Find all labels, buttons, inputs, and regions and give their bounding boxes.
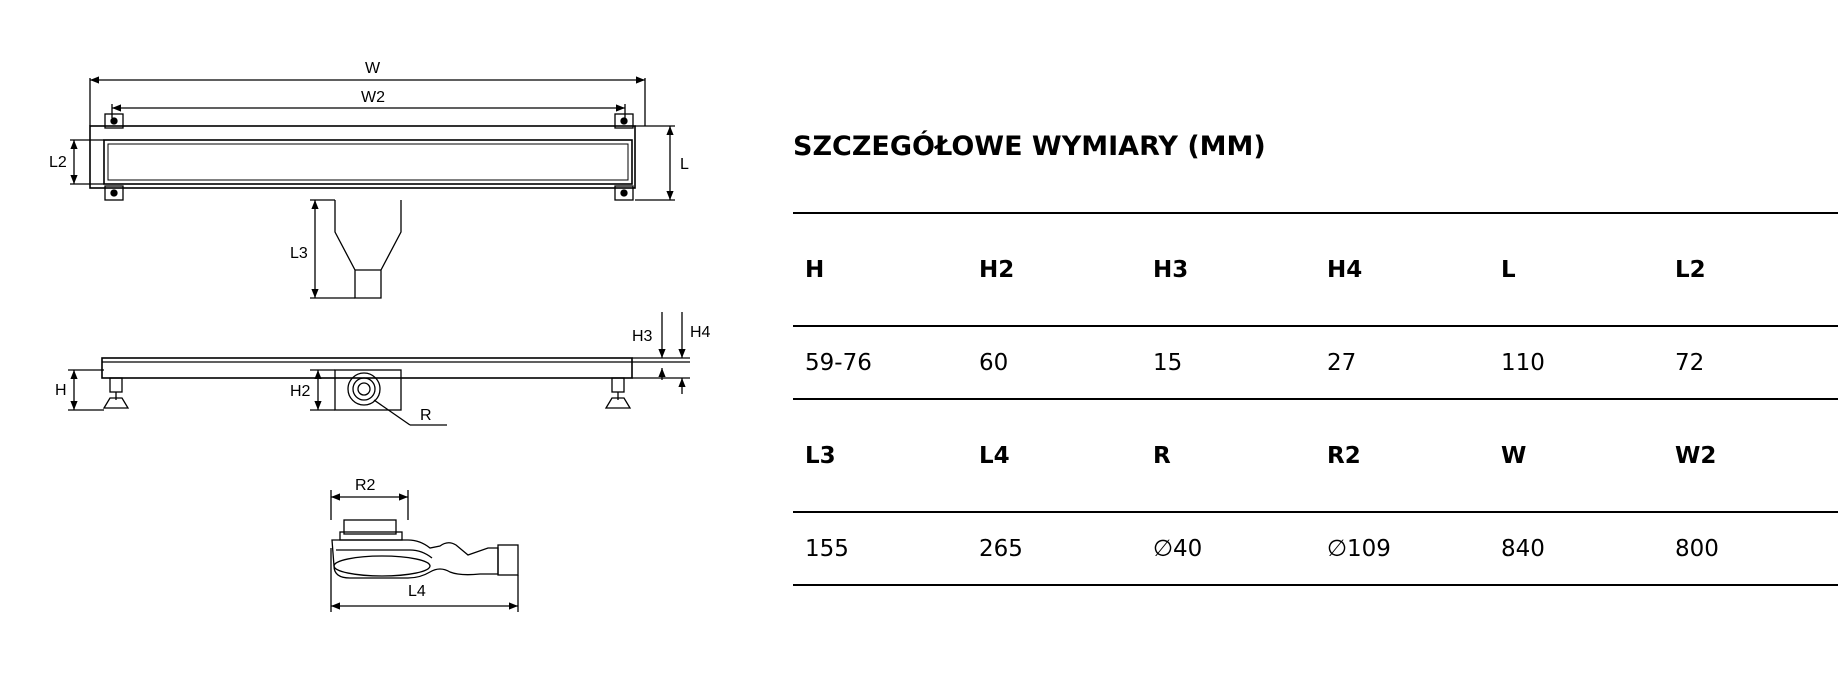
value-cell: 72: [1675, 349, 1705, 376]
label-r: R: [420, 407, 432, 424]
table-header-row: [793, 214, 1838, 325]
label-l2: L2: [49, 154, 67, 171]
label-w2: W2: [361, 89, 385, 106]
label-h: H: [55, 382, 67, 399]
label-l3: L3: [290, 245, 308, 262]
table-header-row: [793, 400, 1838, 511]
value-cell: ∅40: [1153, 535, 1203, 562]
value-cell: 60: [979, 349, 1009, 376]
value-cell: 59-76: [805, 349, 872, 376]
label-h4: H4: [690, 324, 711, 341]
table-divider: [793, 584, 1838, 586]
label-w: W: [365, 60, 381, 77]
header-cell: H4: [1327, 256, 1363, 283]
value-cell: 155: [805, 535, 849, 562]
technical-drawing: [0, 0, 770, 686]
value-cell: 265: [979, 535, 1023, 562]
header-cell: R2: [1327, 442, 1361, 469]
label-h3: H3: [632, 328, 653, 345]
header-cell: L2: [1675, 256, 1706, 283]
label-l4: L4: [408, 583, 426, 600]
label-r2: R2: [355, 477, 376, 494]
header-cell: H2: [979, 256, 1015, 283]
value-cell: 27: [1327, 349, 1357, 376]
value-cell: ∅109: [1327, 535, 1391, 562]
header-cell: R: [1153, 442, 1171, 469]
header-cell: W2: [1675, 442, 1717, 469]
header-cell: L: [1501, 256, 1516, 283]
header-cell: H: [805, 256, 825, 283]
header-cell: H3: [1153, 256, 1189, 283]
label-l: L: [680, 156, 689, 173]
header-cell: W: [1501, 442, 1527, 469]
value-cell: 110: [1501, 349, 1545, 376]
table-row: [793, 327, 1838, 398]
value-cell: 840: [1501, 535, 1545, 562]
value-cell: 800: [1675, 535, 1719, 562]
page-title: SZCZEGÓŁOWE WYMIARY (MM): [793, 131, 1266, 162]
dimensions-table: [793, 212, 1838, 586]
top-view: [70, 78, 675, 298]
table-row: [793, 513, 1838, 584]
header-cell: L4: [979, 442, 1010, 469]
side-view: [68, 312, 690, 425]
header-cell: L3: [805, 442, 836, 469]
value-cell: 15: [1153, 349, 1183, 376]
label-h2: H2: [290, 383, 311, 400]
